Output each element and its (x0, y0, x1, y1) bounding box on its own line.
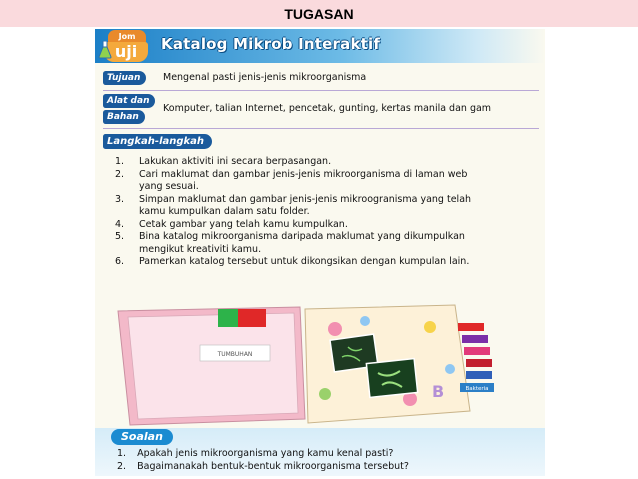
step-number: 4. (115, 218, 125, 230)
question-item (117, 461, 409, 472)
step-line: Cari maklumat dan gambar jenis-jenis mikroorganisma di laman web (139, 168, 468, 180)
pattern-dot (424, 321, 436, 333)
step-item (109, 231, 539, 256)
soalan-label: Soalan (111, 429, 173, 445)
step-item (109, 219, 539, 232)
step-line: mengikut kreativiti kamu. (139, 243, 262, 255)
pattern-dot (445, 364, 455, 374)
index-tab (464, 347, 490, 355)
flask-icon (98, 41, 112, 59)
microbe-photo (366, 359, 417, 398)
pattern-dot (328, 322, 342, 336)
tujuan-label: Tujuan (103, 71, 146, 85)
red-tab (238, 309, 266, 327)
badge-top-text: Jom (108, 30, 146, 43)
slide-title: TUGASAN (284, 5, 354, 22)
steps-list (109, 156, 539, 269)
bakteria-tab-label: Bakteria (465, 386, 489, 392)
jom-uji-badge (98, 29, 148, 63)
pattern-dot (360, 316, 370, 326)
step-number: 1. (115, 156, 125, 167)
svg-text:B: B (432, 382, 445, 401)
alat-label: Alat dan (103, 94, 155, 108)
index-tab (466, 359, 492, 367)
step-line: Pamerkan katalog tersebut untuk dikongsikan dengan kumpulan lain. (139, 256, 470, 267)
pattern-dot (319, 388, 331, 400)
langkah-label: Langkah-langkah (103, 134, 212, 149)
step-line: Simpan maklumat dan gambar jenis-jenis mikroogranisma yang telah (139, 193, 472, 205)
question-text: Apakah jenis mikroorganisma yang kamu kenal pasti? (137, 448, 394, 459)
slide-title-bar (0, 0, 638, 27)
textbook-page (95, 29, 545, 476)
step-line: kamu kumpulkan dalam satu folder. (139, 206, 310, 217)
step-line: Bina katalog mikroorganisma daripada maklumat yang dikumpulkan (139, 231, 465, 242)
step-line: Cetak gambar yang telah kamu kumpulkan. (139, 218, 348, 230)
catalogue-illustration (110, 299, 530, 429)
tujuan-text: Mengenal pasti jenis-jenis mikroorganisma (163, 72, 367, 83)
question-item (117, 448, 393, 459)
step-item (109, 156, 539, 169)
question-number: 2. (117, 461, 127, 472)
step-line: yang sesuai. (139, 181, 199, 192)
green-tab (218, 309, 240, 327)
step-line: Lakukan aktiviti ini secara berpasangan. (139, 156, 332, 167)
step-item (109, 194, 539, 219)
bahan-label: Bahan (103, 110, 145, 124)
badge-bottom-text: uji (104, 42, 148, 62)
step-item (109, 256, 539, 269)
divider (103, 90, 539, 91)
alat-text: Komputer, talian Internet, pencetak, gunting, kertas manila dan gam (163, 103, 492, 114)
step-number: 6. (115, 256, 125, 267)
question-text: Bagaimanakah bentuk-bentuk mikroorganisma tersebut? (137, 461, 409, 472)
question-number: 1. (117, 448, 127, 459)
step-number: 3. (115, 193, 125, 205)
index-tab (462, 335, 488, 343)
index-tab (466, 371, 492, 379)
step-item (109, 169, 539, 194)
book-left-page (128, 313, 298, 419)
step-number: 2. (115, 168, 125, 180)
index-tab (458, 323, 484, 331)
step-number: 5. (115, 231, 125, 242)
cover-label: TUMBUHAN (217, 351, 253, 358)
page-title: Katalog Mikrob Interaktif (161, 35, 381, 53)
divider (103, 128, 539, 129)
